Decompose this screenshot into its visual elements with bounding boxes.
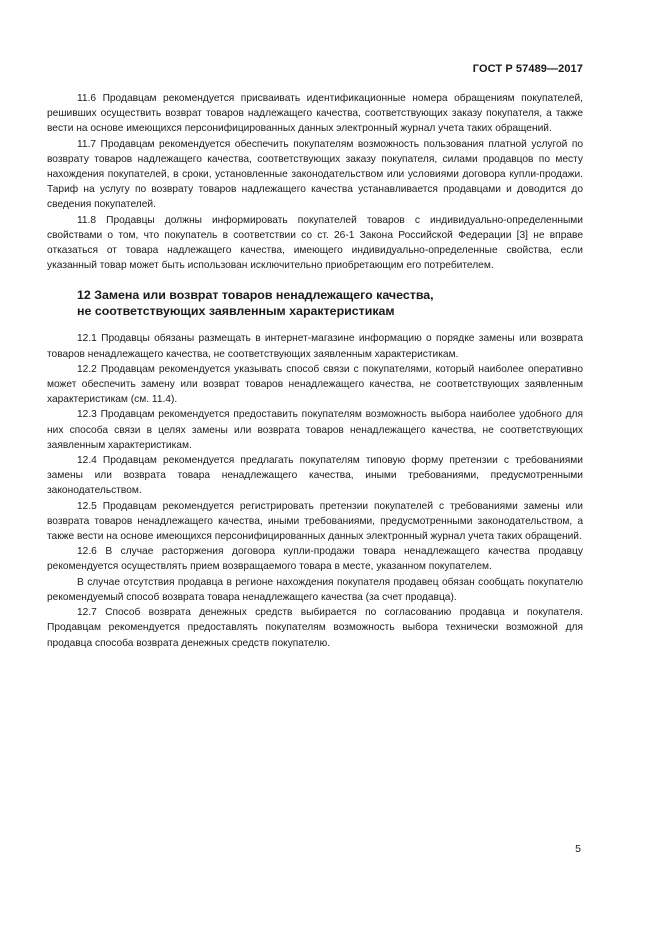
- paragraph-11-6: 11.6 Продавцам рекомендуется присваивать идентификационные номера обращениям покупателей, решивших осуществить возврат товаров надлежащего качества, соответствующих заказу покупателя, а также вести на основе имеющихся персонифицированных данных электронный журнал учета таких обращений.: [47, 93, 583, 135]
- document-code: ГОСТ Р 57489—2017: [472, 63, 583, 75]
- page-number: 5: [575, 843, 581, 855]
- paragraph-11-7: 11.7 Продавцам рекомендуется обеспечить покупателям возможность пользования платной услугой по возврату товаров надлежащего качества, соответствующих заказу покупателя, силами продавцов по месту нахождения покупателей, в сроки, установленные законодательством или условиями договора купли-продажи. Тариф на услугу по возврату товаров надлежащего качества устанавливается продавцами и доводится до сведения покупателей.: [47, 138, 583, 211]
- paragraph-12-4: 12.4 Продавцам рекомендуется предлагать покупателям типовую форму претензии с требованиями замены или возврата товара ненадлежащего качества, иными требованиями, предусмотренными законодательством.: [47, 455, 583, 497]
- paragraph-12-6: 12.6 В случае расторжения договора купли-продажи товара ненадлежащего качества продавцу рекомендуется осуществлять прием возвращаемого товара в месте, указанном покупателем.: [47, 546, 583, 573]
- paragraph-12-2: 12.2 Продавцам рекомендуется указывать способ связи с покупателями, который наиболее оперативно может обеспечить замену или возврат товаров ненадлежащего качества, не соответствующих заявленным характеристикам (см. 11.4).: [47, 363, 583, 406]
- paragraph-11-8: 11.8 Продавцы должны информировать покупателей товаров с индивидуально-определенными свойствами о том, что покупатель в соответствии со ст. 26-1 Закона Российской Федерации [3] не вправе отказаться от товара надлежащего качества, имеющего индивидуально-определенные свойства, если указанный товар может быть использован исключительно приобретающим его потребителем.: [47, 214, 583, 272]
- document-body: [47, 91, 583, 651]
- paragraph-12-7: 12.7 Способ возврата денежных средств выбирается по согласованию продавца и покупателя. Продавцам рекомендуется предоставлять покупателям возможность выбора технически возможной для продавца способа возврата денежных средств покупателю.: [47, 607, 583, 649]
- section-heading: [77, 287, 583, 319]
- paragraph-12-1: 12.1 Продавцы обязаны размещать в интернет-магазине информацию о порядке замены или возврата товаров ненадлежащего качества, не соответствующих заявленным характеристикам.: [47, 333, 583, 360]
- paragraph-12-3: 12.3 Продавцам рекомендуется предоставить покупателям возможность выбора наиболее удобного для них способа связи в целях замены или возврата товаров ненадлежащего качества, не соответствующих заявленным характеристикам.: [47, 409, 583, 451]
- section-heading-line-1: 12 Замена или возврат товаров ненадлежащего качества,: [77, 288, 434, 303]
- paragraph-12-5: 12.5 Продавцам рекомендуется регистрировать претензии покупателей с требованиями замены или возврата товаров ненадлежащего качества, иными требованиями, предусмотренными законодательством, а также вести на основе имеющихся персонифицированных данных электронный журнал учета таких обращений.: [47, 500, 583, 543]
- paragraph-12-6-continued: В случае отсутствия продавца в регионе нахождения покупателя продавец обязан сообщать покупателю рекомендуемый способ возврата товара ненадлежащего качества (за счет продавца).: [47, 576, 583, 603]
- section-heading-line-2: не соответствующих заявленным характеристикам: [77, 304, 395, 319]
